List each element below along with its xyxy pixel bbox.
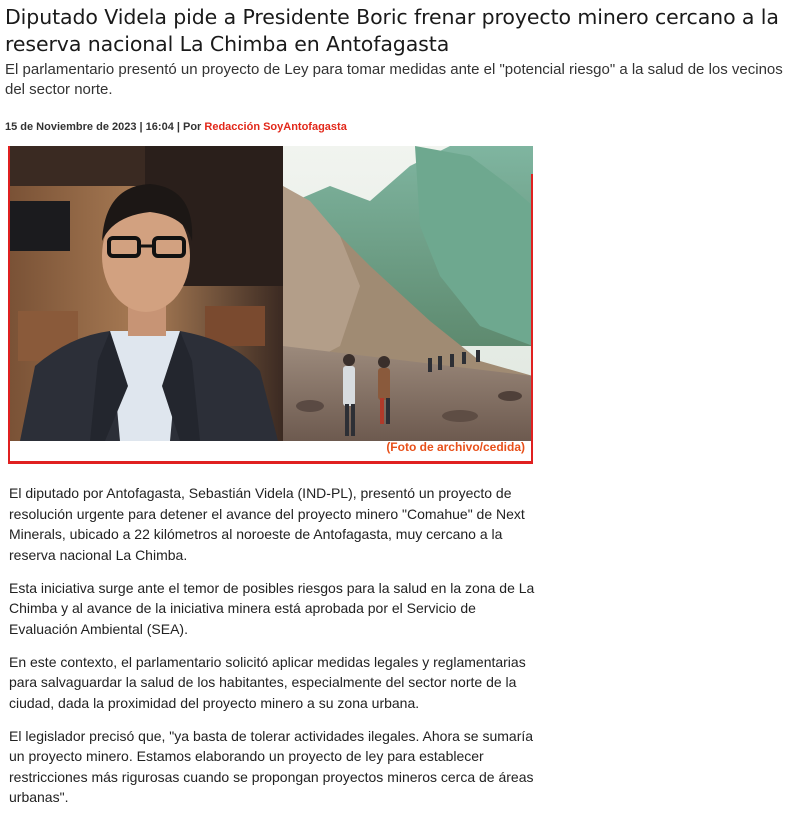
article-subtitle: El parlamentario presentó un proyecto de Ley para tomar medidas ante el "potencial riesgo" a la salud de los vecinos del sector norte.	[5, 61, 783, 98]
photo-border-right	[531, 174, 533, 464]
byline-time: 16:04	[145, 121, 174, 133]
article-photo	[8, 146, 533, 464]
canyon-photo	[283, 146, 533, 441]
photo-composite	[10, 146, 533, 441]
byline	[5, 121, 347, 133]
photo-border-bottom	[8, 461, 533, 464]
byline-separator: |	[136, 121, 146, 133]
paragraph: El legislador precisó que, "ya basta de tolerar actividades ilegales. Ahora se sumaría un proyecto minero. Estamos elaborando un proyecto de ley para establecer restricciones más rigurosas cuando se propongan proyectos mineros cerca de áreas urbanas".	[9, 727, 534, 805]
byline-by: | Por	[173, 121, 205, 133]
portrait-photo	[10, 146, 283, 441]
paragraph: Esta iniciativa surge ante el temor de posibles riesgos para la salud en la zona de La Chimba y al avance de la iniciativa minera está aprobada por el Servicio de Evaluación Ambiental (SEA).	[9, 579, 535, 637]
article-body	[9, 483, 537, 820]
byline-author-link[interactable]: Redacción SoyAntofagasta	[204, 121, 347, 133]
article-headline: Diputado Videla pide a Presidente Boric frenar proyecto minero cercano a la reserva nacional La Chimba en Antofagasta	[5, 5, 779, 56]
photo-border-left	[8, 146, 10, 464]
paragraph: El diputado por Antofagasta, Sebastián Videla (IND-PL), presentó un proyecto de resolución urgente para detener el avance del proyecto minero "Comahue" de Next Minerals, ubicado a 22 kilómetros al noroeste de Antofagasta, muy cercano a la reserva nacional La Chimba.	[9, 485, 525, 563]
photo-caption: (Foto de archivo/cedida)	[386, 440, 525, 454]
byline-date: 15 de Noviembre de 2023	[5, 121, 137, 133]
paragraph: En este contexto, el parlamentario solicitó aplicar medidas legales y reglamentarias para salvaguardar la salud de los habitantes, especialmente del sector norte de la ciudad, dada la proximidad del proyecto minero a su zona urbana.	[9, 653, 526, 711]
